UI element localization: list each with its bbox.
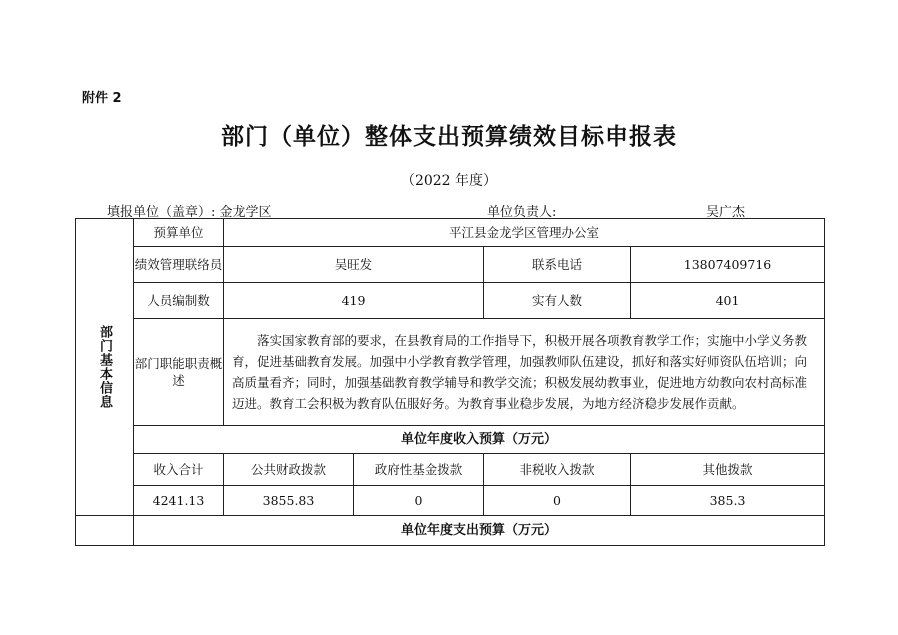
income-value-gov-fund: 0 — [354, 486, 484, 516]
actual-staff-label: 实有人数 — [484, 283, 631, 319]
expense-heading: 单位年度支出预算（万元） — [134, 516, 825, 546]
page-title: 部门（单位）整体支出预算绩效目标申报表 — [221, 123, 677, 150]
table-row — [76, 283, 825, 319]
income-value-non-tax: 0 — [484, 486, 631, 516]
unit-head-name: 吴广杰 — [706, 205, 746, 220]
income-header-non-tax: 非税收入拨款 — [484, 454, 631, 486]
actual-staff-value: 401 — [631, 283, 825, 319]
phone-label: 联系电话 — [484, 247, 631, 283]
income-header-row — [76, 454, 825, 486]
table-row — [76, 516, 825, 546]
budget-unit-value: 平江县金龙学区管理办公室 — [224, 219, 825, 247]
blank-cell — [76, 516, 134, 546]
income-header-other: 其他拨款 — [631, 454, 825, 486]
table-row — [76, 219, 825, 247]
section-label: 部门基本信息 — [76, 219, 134, 516]
attachment-label: 附件 2 — [82, 91, 122, 106]
income-header-public-finance: 公共财政拨款 — [224, 454, 354, 486]
budget-unit-label: 预算单位 — [134, 219, 224, 247]
table-row — [76, 426, 825, 454]
income-header-total: 收入合计 — [134, 454, 224, 486]
contact-value: 吴旺发 — [224, 247, 484, 283]
income-value-public-finance: 3855.83 — [224, 486, 354, 516]
declaration-table — [75, 218, 825, 546]
fill-unit: 填报单位（盖章）: 金龙学区 — [107, 205, 272, 220]
duty-label: 部门职能职责概述 — [134, 319, 224, 426]
income-heading: 单位年度收入预算（万元） — [134, 426, 825, 454]
phone-value: 13807409716 — [631, 247, 825, 283]
income-value-other: 385.3 — [631, 486, 825, 516]
income-value-row — [76, 486, 825, 516]
staff-quota-label: 人员编制数 — [134, 283, 224, 319]
income-value-total: 4241.13 — [134, 486, 224, 516]
year-label: （2022 年度） — [400, 173, 498, 189]
table-row — [76, 247, 825, 283]
duty-description: 落实国家教育部的要求，在县教育局的工作指导下，积极开展各项教育教学工作；实施中小学义务教育，促进基础教育发展。加强中小学教育教学管理，加强教师队伍建设，抓好和落实好师资队伍培训；向高质量看齐；同时，加强基础教育教学辅导和教学交流；积极发展幼教事业，促进地方幼教向农村高标准迈进。教育工会积极为教育队伍服好务。为教育事业稳步发展，为地方经济稳步发展作贡献。 — [224, 319, 825, 426]
unit-head-label: 单位负责人: — [487, 205, 557, 220]
table-row — [76, 319, 825, 426]
staff-quota-value: 419 — [224, 283, 484, 319]
income-header-gov-fund: 政府性基金拨款 — [354, 454, 484, 486]
contact-label: 绩效管理联络员 — [134, 247, 224, 283]
